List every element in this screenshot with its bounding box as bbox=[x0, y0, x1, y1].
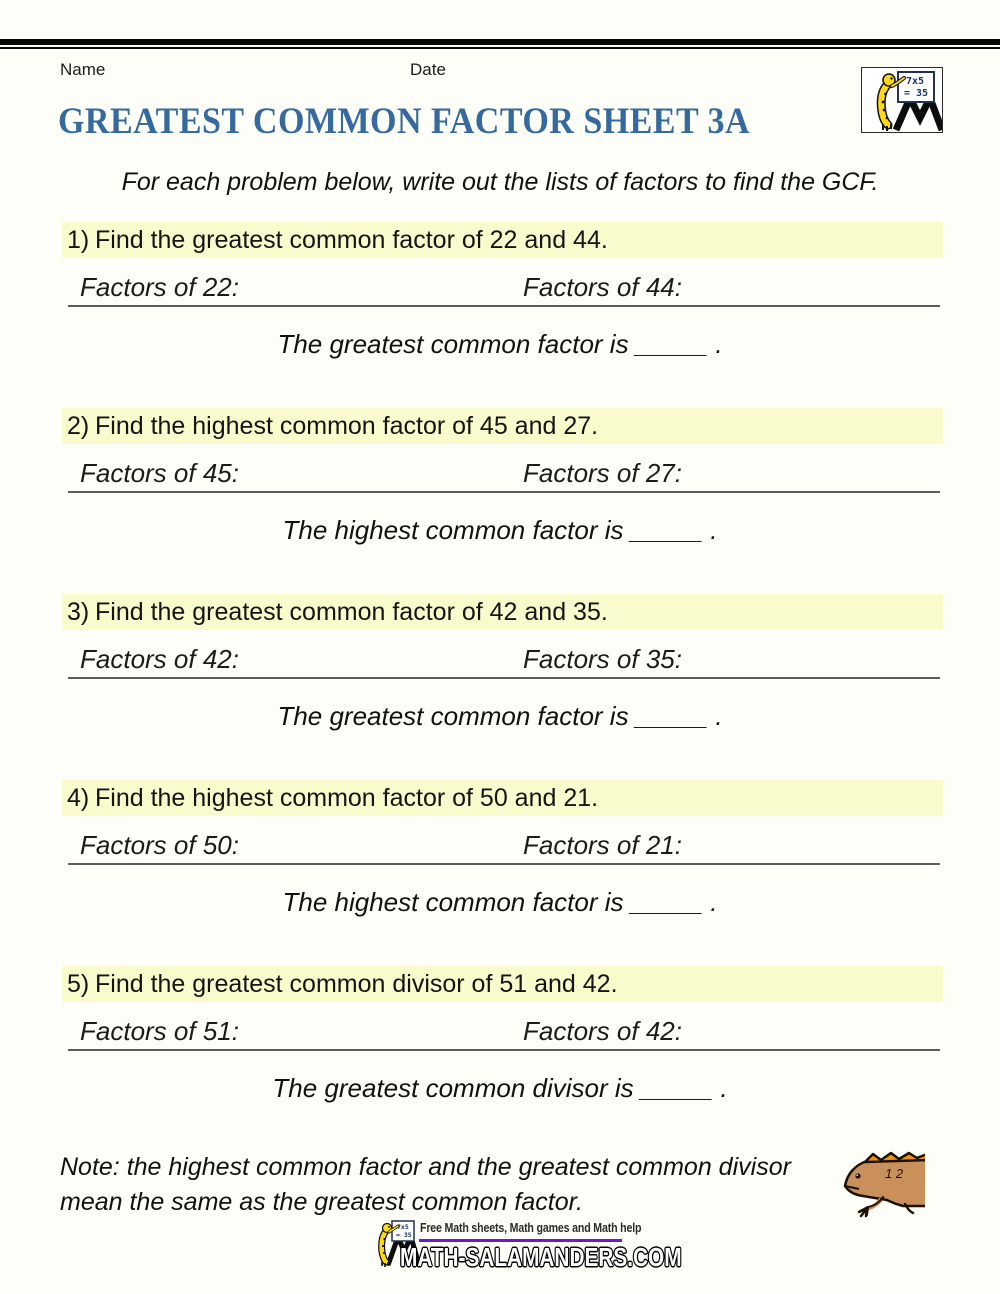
math-salamanders-logo bbox=[861, 67, 943, 133]
top-border-rule bbox=[0, 39, 1000, 49]
gcf-answer-sentence: The greatest common divisor is _____ . bbox=[272, 1073, 728, 1103]
gcf-answer-sentence: The highest common factor is _____ . bbox=[282, 515, 718, 545]
factors-answer-line[interactable] bbox=[68, 1002, 940, 1051]
factors-left-label: Factors of 45: bbox=[80, 458, 239, 488]
factors-right-label: Factors of 27: bbox=[523, 458, 682, 488]
board-text-line1: 7x5 bbox=[906, 76, 925, 87]
footer-tagline: Free Math sheets, Math games and Math help bbox=[420, 1221, 642, 1235]
factors-answer-line[interactable] bbox=[68, 630, 940, 679]
board-text-line1: 7x5 bbox=[397, 1223, 409, 1231]
problem-4 bbox=[0, 780, 1000, 966]
factors-answer-line[interactable] bbox=[68, 258, 940, 307]
footer-site-name: MATH-SALAMANDERS.COM bbox=[400, 1242, 682, 1272]
problem-question: Find the highest common factor of 50 and 21. bbox=[95, 783, 599, 812]
problem-question: Find the greatest common divisor of 51 and 42. bbox=[95, 969, 618, 998]
problem-question: Find the highest common factor of 45 and 27. bbox=[95, 411, 599, 440]
instruction-text: For each problem below, write out the lists of factors to find the GCF. bbox=[121, 168, 879, 196]
lizard-illustration bbox=[843, 1146, 925, 1218]
problem-statement bbox=[62, 780, 943, 816]
problem-statement bbox=[62, 222, 943, 258]
factors-left-label: Factors of 22: bbox=[80, 272, 239, 302]
gcf-answer-sentence: The greatest common factor is _____ . bbox=[277, 329, 723, 359]
problem-number: 1) bbox=[67, 225, 90, 254]
problem-number: 3) bbox=[67, 597, 90, 626]
gcf-answer-sentence: The highest common factor is _____ . bbox=[282, 887, 718, 917]
problem-5 bbox=[0, 966, 1000, 1152]
gcf-answer-sentence: The greatest common factor is _____ . bbox=[277, 701, 723, 731]
problem-1 bbox=[0, 222, 1000, 408]
factors-left-label: Factors of 51: bbox=[80, 1016, 239, 1046]
footnote: Note: the highest common factor and the greatest common divisor mean the same as the greatest common factor. bbox=[60, 1153, 791, 1216]
board-text-line2: = 35 bbox=[396, 1231, 412, 1239]
lizard-marks: 1 2 bbox=[885, 1166, 904, 1181]
factors-right-label: Factors of 35: bbox=[523, 644, 682, 674]
problem-list bbox=[0, 222, 1000, 1152]
problem-question: Find the greatest common factor of 22 and 44. bbox=[95, 225, 608, 254]
problem-3 bbox=[0, 594, 1000, 780]
factors-left-label: Factors of 42: bbox=[80, 644, 239, 674]
problem-number: 5) bbox=[67, 969, 90, 998]
salamander-easel-logo-icon bbox=[862, 68, 942, 132]
name-label: Name bbox=[60, 60, 106, 79]
problem-statement bbox=[62, 966, 943, 1002]
problem-number: 4) bbox=[67, 783, 90, 812]
salamander-lizard-icon bbox=[843, 1146, 925, 1218]
problem-statement bbox=[62, 408, 943, 444]
factors-right-label: Factors of 42: bbox=[523, 1016, 682, 1046]
factors-left-label: Factors of 50: bbox=[80, 830, 239, 860]
factors-right-label: Factors of 44: bbox=[523, 272, 682, 302]
factors-right-label: Factors of 21: bbox=[523, 830, 682, 860]
factors-answer-line[interactable] bbox=[68, 444, 940, 493]
problem-2 bbox=[0, 408, 1000, 594]
problem-number: 2) bbox=[67, 411, 90, 440]
date-label: Date bbox=[410, 60, 446, 79]
board-text-line2: = 35 bbox=[904, 88, 929, 99]
factors-answer-line[interactable] bbox=[68, 816, 940, 865]
problem-statement bbox=[62, 594, 943, 630]
problem-question: Find the greatest common factor of 42 and 35. bbox=[95, 597, 608, 626]
page-title: GREATEST COMMON FACTOR SHEET 3A bbox=[58, 101, 751, 142]
